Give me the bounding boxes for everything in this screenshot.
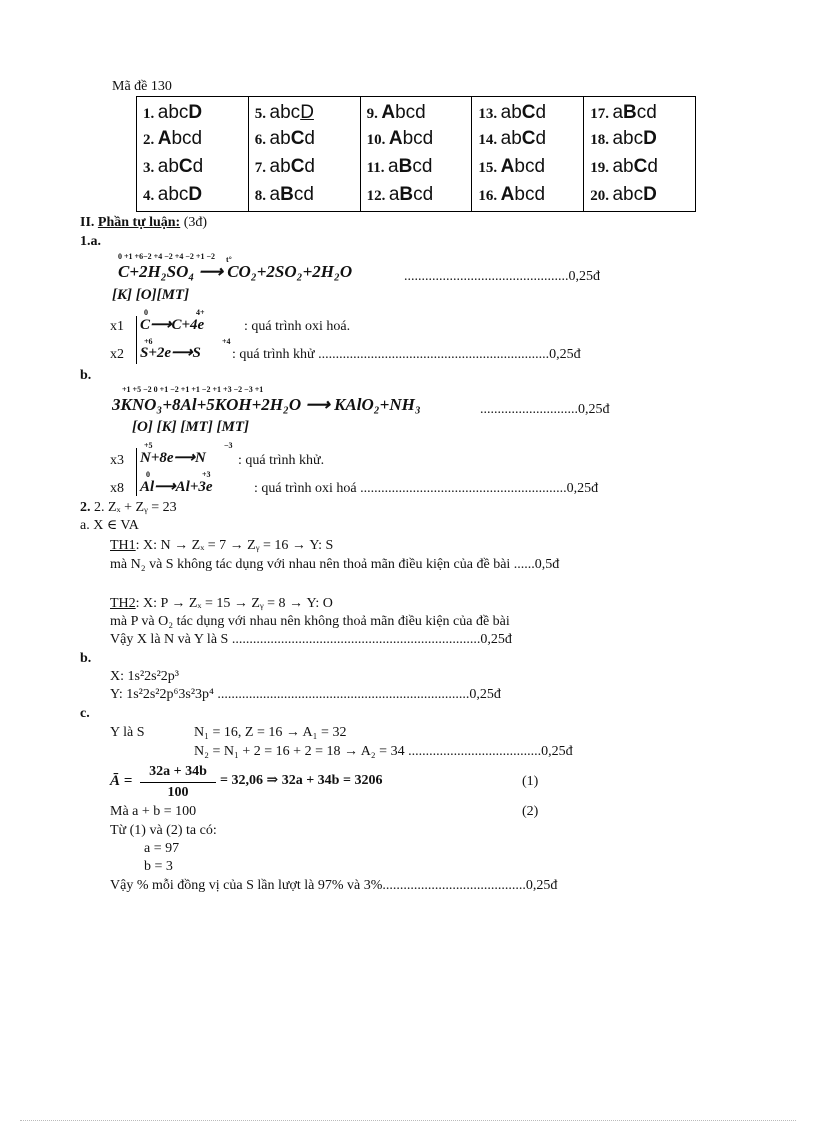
answer-post: bcd	[402, 128, 434, 149]
answer-choices	[612, 184, 656, 205]
answer-post: cd	[293, 184, 314, 205]
answer-key: C	[290, 156, 305, 177]
case-2-line	[110, 597, 333, 611]
x2-description: : quá trình khử ..................................................................0,25đ	[232, 347, 581, 362]
half-reaction-bracket-2	[136, 448, 137, 496]
answer-pre: ab	[157, 156, 179, 177]
answer-post: d	[304, 156, 315, 177]
answer-item	[590, 103, 657, 122]
section-title: Phần tự luận:	[97, 215, 181, 230]
isotope-1: N₁ = 16, Z = 16 → A₁ = 32	[194, 725, 347, 740]
y-is-s: Y là S	[110, 725, 145, 740]
x2-ox-right: +4	[222, 337, 231, 346]
answer-key: C	[633, 156, 648, 177]
answer-number: 11.	[366, 160, 385, 176]
answer-item	[590, 157, 658, 176]
answer-item	[367, 103, 426, 122]
x1-ox-left: 0	[144, 308, 148, 317]
average-mass-denominator: 100	[167, 785, 189, 800]
answer-pre: abc	[157, 184, 189, 205]
question-1a-label: 1.a.	[80, 234, 101, 249]
case-1-label: TH1	[110, 538, 136, 553]
eq2-oxidation-states: +1 +5 −2 0 +1 −2 +1 +1 −2 +1 +3 −2 −3 +1	[122, 385, 264, 394]
answer-pre: ab	[500, 128, 522, 149]
answer-pre: abc	[269, 102, 301, 123]
answer-item	[255, 103, 314, 122]
answer-post: d	[535, 102, 547, 123]
answer-column-4	[472, 97, 584, 212]
section-points: (3đ)	[183, 215, 208, 230]
question-2-equation: 2. Zₓ + Zᵧ = 23	[94, 500, 177, 515]
answer-choices	[158, 184, 202, 205]
eq1-oxidation-states: 0 +1 +6−2 +4 −2 +4 −2 +1 −2	[118, 252, 216, 261]
question-2-header: 2. 2. Zₓ + Zᵧ = 23	[80, 500, 177, 515]
x1-ox-right: 4+	[196, 308, 205, 317]
answer-item	[478, 185, 545, 204]
answer-pre: ab	[500, 102, 522, 123]
x8-label: x8	[110, 481, 124, 496]
solution-b: b = 3	[144, 859, 173, 874]
answer-item	[367, 185, 434, 204]
half-reaction-bracket-1	[136, 316, 137, 364]
answer-number: 19.	[590, 160, 609, 176]
answer-item	[255, 157, 315, 176]
answer-item	[478, 129, 546, 148]
answer-number: 17.	[590, 106, 609, 122]
answer-pre: a	[388, 184, 400, 205]
answer-number: 2.	[143, 132, 155, 148]
answer-choices	[501, 184, 545, 205]
answer-choices	[501, 102, 546, 123]
solution-a: a = 97	[144, 841, 180, 856]
answer-number: 18.	[590, 132, 609, 148]
answer-choices	[388, 156, 432, 177]
answer-item	[478, 103, 546, 122]
page-bottom-divider	[20, 1120, 796, 1121]
answer-post: bcd	[171, 128, 203, 149]
average-mass-rhs: = 32,06 ⇒ 32a + 34b = 3206	[220, 773, 383, 788]
answer-choices	[389, 184, 433, 205]
answer-post: cd	[636, 102, 657, 123]
case-1-line	[110, 539, 333, 553]
answer-key: D	[188, 184, 203, 205]
answer-key: A	[388, 128, 403, 149]
answer-item	[367, 129, 434, 148]
answer-pre: abc	[612, 128, 644, 149]
answer-column-5	[584, 97, 696, 212]
case-1-text: : X: N → Zₓ = 7 → Zᵧ = 16 → Y: S	[135, 538, 334, 553]
answer-item	[255, 129, 315, 148]
answer-item	[143, 129, 202, 148]
section-number: II.	[80, 215, 95, 230]
average-mass-numerator: 32a + 34b	[149, 764, 207, 779]
answer-number: 12.	[366, 188, 386, 204]
sum-equation: Mà a + b = 100	[110, 804, 197, 819]
equation-tag-2: (2)	[522, 804, 539, 819]
answer-key: B	[398, 156, 413, 177]
answer-key: A	[500, 184, 515, 205]
answer-item	[590, 185, 657, 204]
answer-number: 5.	[254, 106, 267, 122]
answer-pre: a	[612, 102, 624, 123]
answer-key: D	[300, 102, 314, 123]
answer-choices	[270, 156, 315, 177]
answer-item	[590, 129, 657, 148]
answer-post: d	[535, 128, 547, 149]
answer-choices	[612, 128, 656, 149]
electron-config-x: X: 1s²2s²2p³	[110, 669, 179, 684]
answer-choices	[158, 102, 202, 123]
x2-label: x2	[110, 347, 124, 362]
x3-ox-left: +5	[144, 441, 153, 450]
answer-number: 14.	[478, 132, 498, 148]
answer-item	[255, 185, 314, 204]
answer-pre: ab	[269, 156, 291, 177]
answer-pre: ab	[612, 156, 634, 177]
answer-post: bcd	[514, 184, 546, 205]
answer-choices	[270, 128, 315, 149]
x3-label: x3	[110, 453, 124, 468]
question-1b-label: b.	[80, 368, 92, 383]
x2-equation: S+2e⟶S	[140, 345, 201, 361]
answer-number: 15.	[478, 160, 498, 176]
answer-key: D	[188, 102, 203, 123]
answer-choices	[381, 102, 425, 123]
equation-1-score: ...............................................0,25đ	[404, 269, 600, 284]
answer-post: cd	[413, 184, 434, 205]
answer-grid	[136, 96, 696, 212]
answer-number: 4.	[143, 188, 155, 204]
combine-text: Từ (1) và (2) ta có:	[110, 823, 217, 838]
x1-equation: C⟶C+4e	[140, 317, 205, 333]
answer-item	[143, 157, 203, 176]
answer-post: d	[647, 156, 658, 177]
x1-label: x1	[110, 319, 124, 334]
equation-1-roles: [K] [O][MT]	[112, 287, 190, 303]
answer-choices	[612, 156, 657, 177]
answer-number: 13.	[478, 106, 498, 122]
answer-number: 7.	[254, 160, 267, 176]
x8-description: : quá trình oxi hoá ...........................................................0,25đ	[254, 481, 599, 496]
answer-choices	[612, 102, 656, 123]
case-2-conclusion: mà P và O₂ tác dụng với nhau nên không thoả mãn điều kiện của đề bài	[110, 614, 510, 629]
answer-key: B	[280, 184, 294, 205]
answer-choices	[270, 102, 314, 123]
answer-choices	[158, 128, 202, 149]
x8-equation: Al⟶Al+3e	[140, 479, 213, 495]
answer-column-3	[360, 97, 472, 212]
question-2c-label: c.	[80, 706, 90, 721]
answer-key: C	[521, 102, 536, 123]
answer-item	[478, 157, 545, 176]
question-2b-label: b.	[80, 651, 92, 666]
electron-config-y: Y: 1s²2s²2p⁶3s²3p⁴ ........................................................................0,25đ	[110, 687, 501, 702]
final-answer: Vậy % mỗi đồng vị của S lần lượt là 97% và 3%.........................................0,25đ	[110, 878, 558, 893]
equation-1: C+2H₂SO₄ ⟶ CO₂+2SO₂+2H₂O	[118, 262, 353, 281]
answer-choices	[270, 184, 314, 205]
answer-key: C	[178, 156, 193, 177]
case-1-conclusion: mà N₂ và S không tác dụng với nhau nên thoả mãn điều kiện của đề bài ......0,5đ	[110, 557, 560, 572]
answer-post: bcd	[514, 156, 546, 177]
answer-choices	[389, 128, 433, 149]
answer-number: 1.	[143, 106, 155, 122]
answer-number: 10.	[366, 132, 386, 148]
answer-key: C	[290, 128, 305, 149]
average-mass-lhs: Ā =	[110, 773, 133, 789]
answer-column-2	[248, 97, 360, 212]
answer-post: cd	[412, 156, 433, 177]
equation-2-roles: [O] [K] [MT] [MT]	[132, 419, 250, 435]
x8-ox-left: 0	[146, 470, 150, 479]
x8-ox-right: +3	[202, 470, 211, 479]
answer-pre: abc	[612, 184, 644, 205]
equation-tag-1: (1)	[522, 774, 539, 789]
answer-pre: abc	[157, 102, 189, 123]
answer-item	[367, 157, 433, 176]
answer-column-1	[137, 97, 249, 212]
answer-number: 6.	[254, 132, 267, 148]
case-2-label: TH2	[110, 596, 136, 611]
answer-number: 16.	[478, 188, 498, 204]
answer-item	[143, 185, 202, 204]
answer-number: 3.	[143, 160, 155, 176]
answer-pre: a	[388, 156, 399, 177]
answer-key: D	[643, 184, 657, 205]
answer-post: d	[192, 156, 204, 177]
x3-equation: N+8e⟶N	[140, 450, 206, 466]
answer-key: A	[381, 102, 396, 123]
answer-post: d	[304, 128, 315, 149]
answer-pre: a	[269, 184, 281, 205]
answer-number: 8.	[254, 188, 267, 204]
exam-code: Mã đề 130	[112, 79, 172, 94]
answer-choices	[501, 128, 546, 149]
answer-key: C	[521, 128, 536, 149]
case-2-summary: Vậy X là N và Y là S .......................................................................0,25đ	[110, 632, 512, 647]
eq1-heat-symbol: t°	[226, 255, 232, 264]
answer-key: D	[643, 128, 657, 149]
isotope-2: N₂ = N₁ + 2 = 16 + 2 = 18 → A₂ = 34 ......................................0,25đ	[194, 744, 573, 759]
answer-key: A	[157, 128, 172, 149]
equation-2: 3KNO₃+8Al+5KOH+2H₂O ⟶ KAlO₂+NH₃	[112, 395, 421, 414]
answer-post: bcd	[395, 102, 426, 123]
section-2-heading	[80, 216, 207, 230]
answer-number: 20.	[590, 188, 609, 204]
answer-number: 9.	[366, 106, 378, 122]
fraction-bar	[140, 782, 216, 783]
x3-ox-right: −3	[224, 441, 233, 450]
x3-description: : quá trình khử.	[238, 453, 325, 468]
x1-description: : quá trình oxi hoá.	[244, 319, 351, 334]
equation-2-score: ............................0,25đ	[480, 402, 610, 417]
answer-key: B	[623, 102, 637, 123]
answer-key: A	[500, 156, 515, 177]
x2-ox-left: +6	[144, 337, 153, 346]
question-2a-label: a. X ∈ VA	[80, 518, 139, 533]
answer-choices	[501, 156, 545, 177]
answer-choices	[158, 156, 203, 177]
answer-key: B	[399, 184, 414, 205]
case-2-text: : X: P → Zₓ = 15 → Zᵧ = 8 → Y: O	[135, 596, 333, 611]
answer-item	[143, 103, 202, 122]
answer-pre: ab	[269, 128, 291, 149]
